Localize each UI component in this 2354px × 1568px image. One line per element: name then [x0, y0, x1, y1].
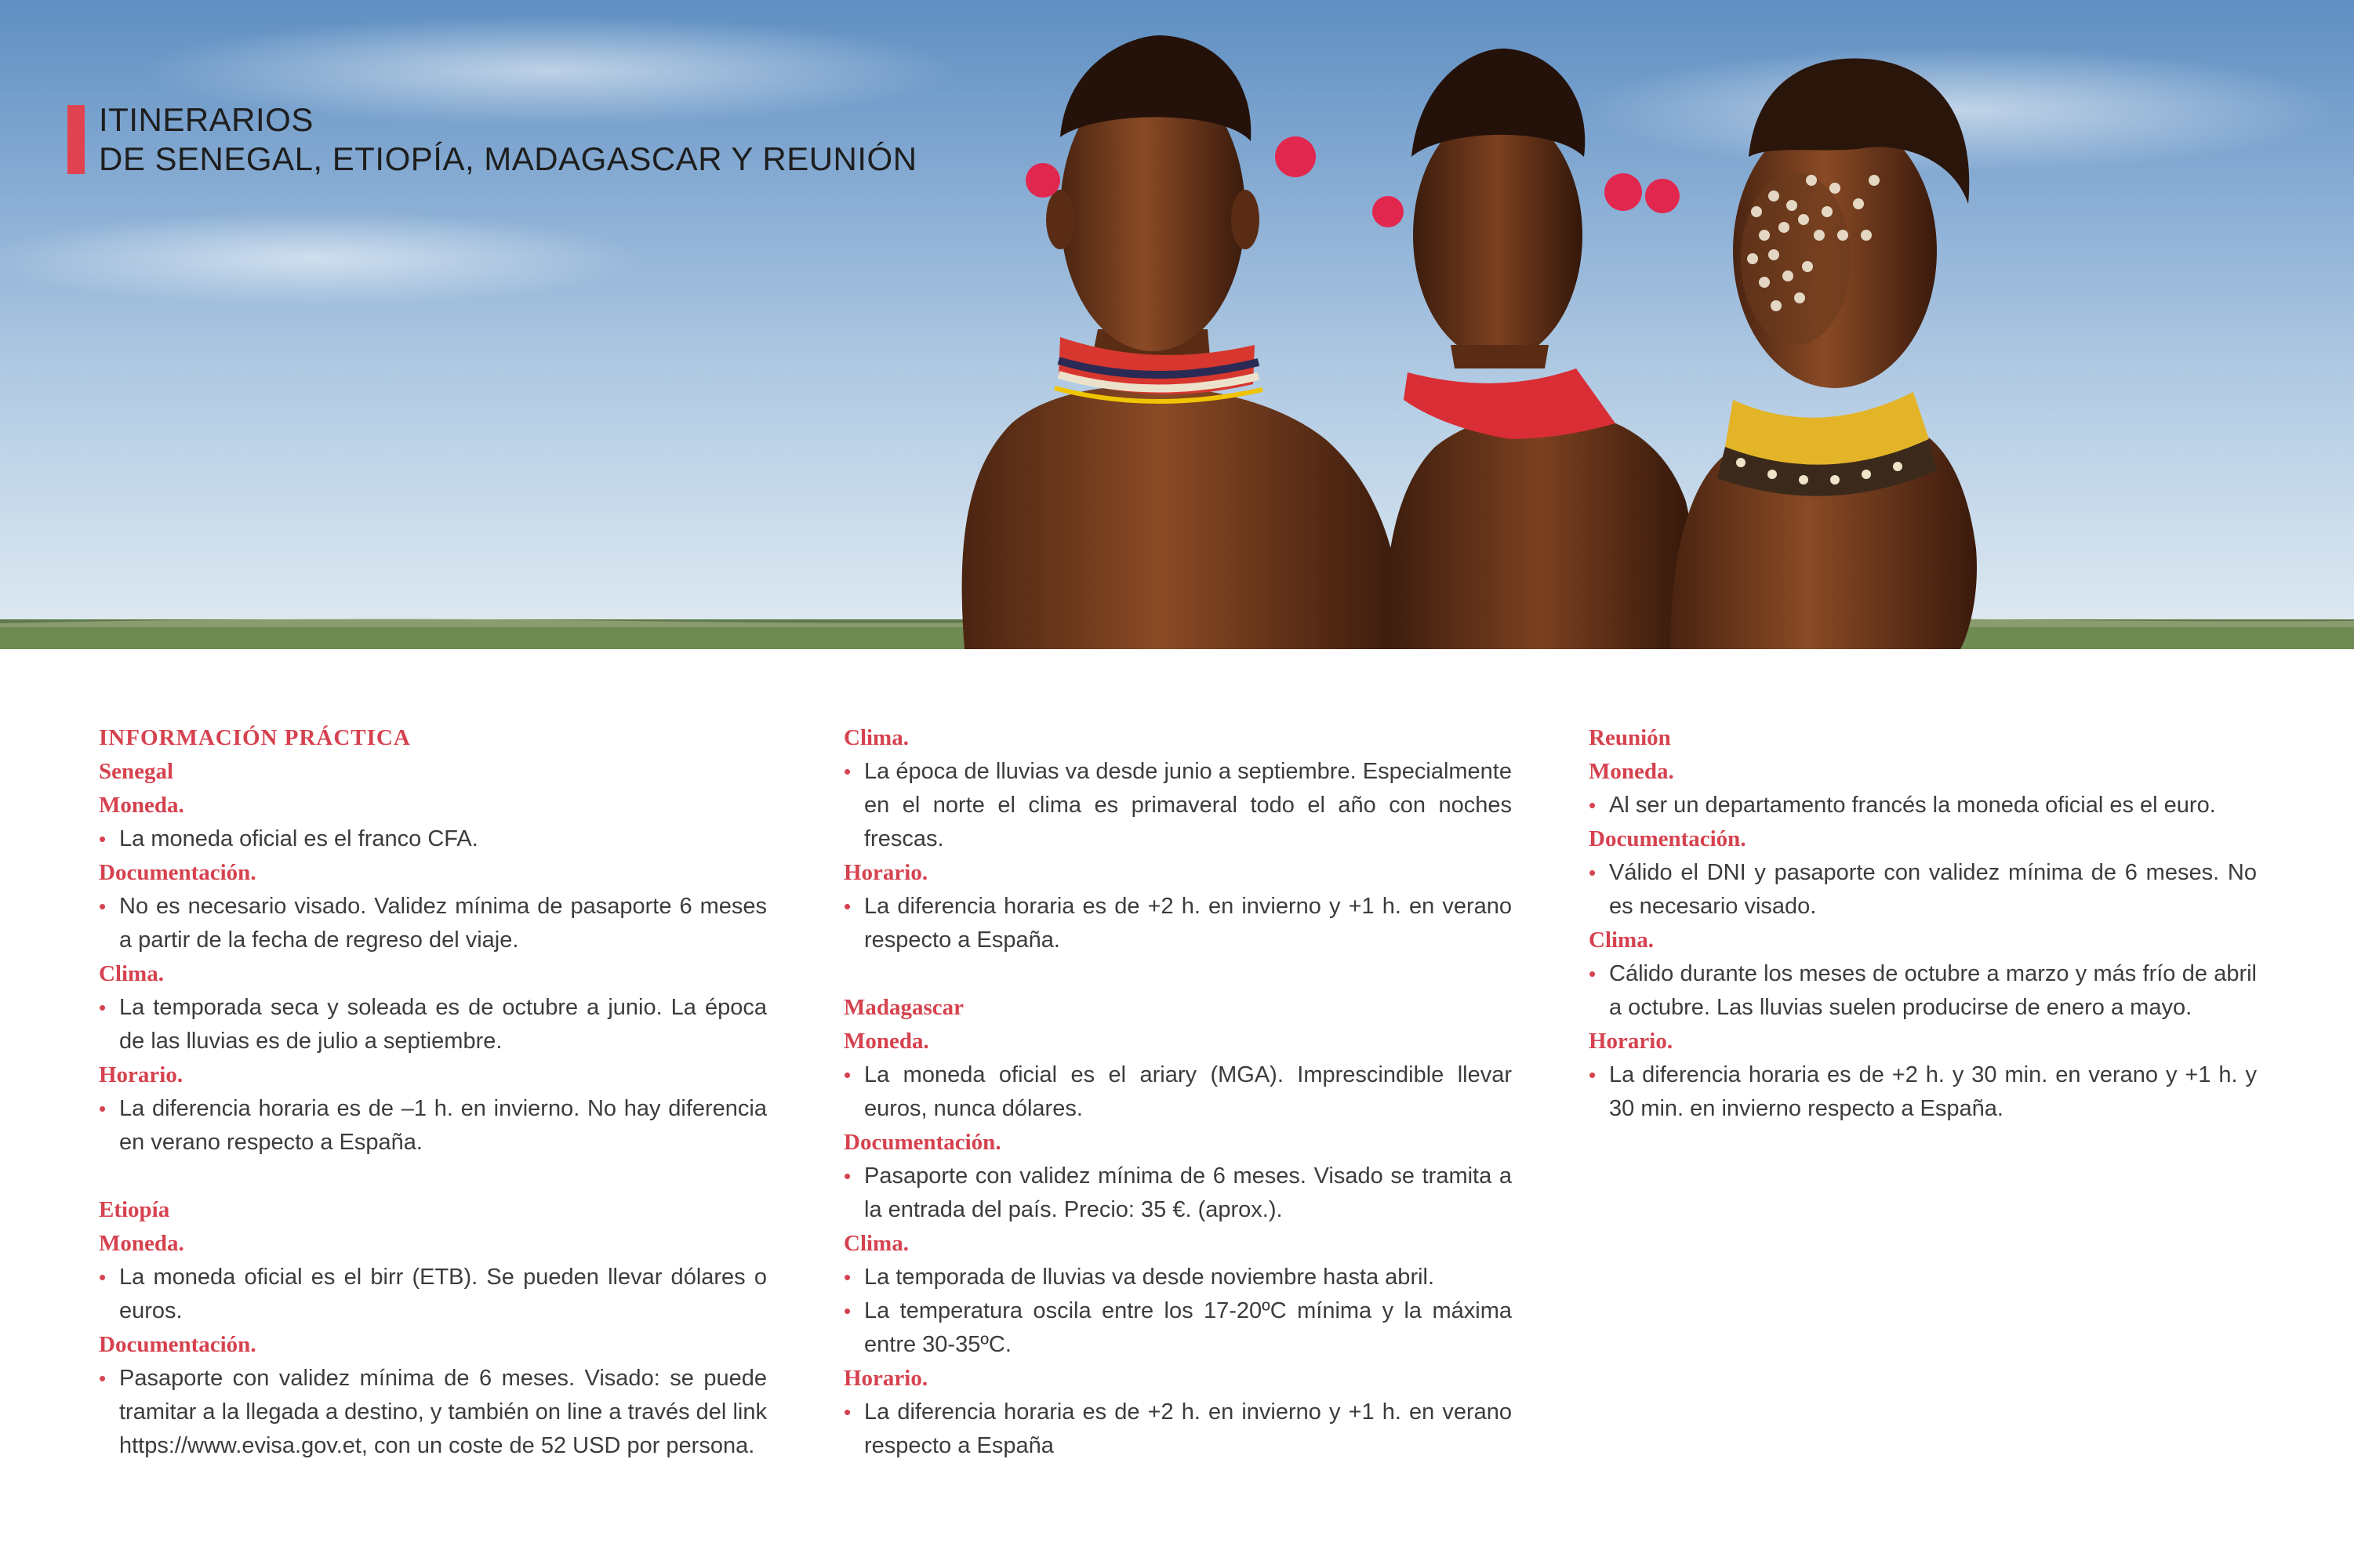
bullet-icon: •: [844, 1400, 852, 1424]
subheading-documentacion: Documentación.: [99, 860, 256, 885]
info-heading: INFORMACIÓN PRÁCTICA: [99, 725, 411, 750]
item-text: La diferencia horaria es de +2 h. en invierno y +1 h. en verano respecto a España: [864, 1399, 1512, 1458]
bullet-icon: •: [99, 996, 107, 1019]
list-item: [1589, 1058, 2257, 1126]
bullet-icon: •: [844, 1299, 852, 1323]
item-text: Pasaporte con validez mínima de 6 meses. Visado se tramita a la entrada del país. Precio: 35 €. (aprox.).: [864, 1163, 1512, 1222]
subheading-clima: Clima.: [844, 1231, 909, 1256]
subheading-horario: Horario.: [844, 860, 928, 885]
column-3: [1589, 721, 2257, 1126]
bullet-icon: •: [844, 1265, 852, 1289]
list-item: [844, 1294, 1512, 1362]
list-item: [1589, 856, 2257, 924]
title-line-2: DE SENEGAL, ETIOPÍA, MADAGASCAR Y REUNIÓN: [99, 140, 917, 177]
list-item: [844, 1396, 1512, 1463]
item-text: Cálido durante los meses de octubre a marzo y más frío de abril a octubre. Las lluvias suelen producirse de enero a mayo.: [1609, 961, 2257, 1020]
bullet-icon: •: [99, 1097, 107, 1120]
subheading-clima: Clima.: [99, 961, 164, 986]
item-text: La diferencia horaria es de +2 h. y 30 min. en verano y +1 h. y 30 min. en invierno respecto a España.: [1609, 1062, 2257, 1121]
bullet-icon: •: [844, 1063, 852, 1087]
title-accent-bar: [67, 105, 85, 174]
item-text: No es necesario visado. Validez mínima de pasaporte 6 meses a partir de la fecha de regreso del viaje.: [119, 894, 767, 953]
column-2: [844, 721, 1512, 1463]
item-text: Al ser un departamento francés la moneda oficial es el euro.: [1609, 793, 2216, 818]
item-text: Válido el DNI y pasaporte con validez mínima de 6 meses. No es necesario visado.: [1609, 860, 2257, 919]
list-item: [1589, 957, 2257, 1025]
bullet-icon: •: [1589, 1063, 1597, 1087]
hero-photo: [0, 0, 2354, 649]
item-text: La temperatura oscila entre los 17-20ºC mínima y la máxima entre 30-35ºC.: [864, 1298, 1512, 1357]
subheading-horario: Horario.: [99, 1062, 183, 1087]
bullet-icon: •: [1589, 861, 1597, 884]
country-heading-reunion: Reunión: [1589, 725, 1671, 750]
item-text: La moneda oficial es el franco CFA.: [119, 826, 478, 851]
subheading-horario: Horario.: [1589, 1029, 1673, 1054]
title-line-1: ITINERARIOS: [99, 101, 314, 138]
subheading-moneda: Moneda.: [99, 1231, 184, 1256]
subheading-documentacion: Documentación.: [1589, 826, 1746, 851]
item-text: La época de lluvias va desde junio a septiembre. Especialmente en el norte el clima es primaveral todo el año con noches frescas.: [864, 759, 1512, 851]
country-heading-madagascar: Madagascar: [844, 995, 964, 1020]
subheading-clima: Clima.: [844, 725, 909, 750]
item-text: Pasaporte con validez mínima de 6 meses. Visado: se puede tramitar a la llegada a destino, y también on line a través del link https://www.evisa.gov.et, con un coste de 52 USD por persona.: [119, 1366, 767, 1458]
list-item: [844, 1058, 1512, 1126]
country-heading-etiopia: Etiopía: [99, 1197, 170, 1222]
subheading-clima: Clima.: [1589, 927, 1654, 953]
list-item: [844, 890, 1512, 957]
bullet-icon: •: [99, 1265, 107, 1289]
bullet-icon: •: [99, 895, 107, 918]
list-item: [99, 1261, 767, 1328]
item-text: La temporada de lluvias va desde noviembre hasta abril.: [864, 1265, 1435, 1290]
subheading-moneda: Moneda.: [844, 1029, 929, 1054]
country-heading-senegal: Senegal: [99, 759, 174, 784]
bullet-icon: •: [1589, 793, 1597, 817]
children-photo-illustration: [0, 0, 2354, 649]
list-item: [844, 1160, 1512, 1227]
bullet-icon: •: [844, 760, 852, 783]
subheading-documentacion: Documentación.: [99, 1332, 256, 1357]
bullet-icon: •: [99, 1367, 107, 1390]
item-text: La diferencia horaria es de –1 h. en invierno. No hay diferencia en verano respecto a España.: [119, 1096, 767, 1155]
subheading-horario: Horario.: [844, 1366, 928, 1391]
column-1: [99, 721, 767, 1463]
bullet-icon: •: [1589, 962, 1597, 985]
list-item: [99, 991, 767, 1058]
item-text: La moneda oficial es el birr (ETB). Se pueden llevar dólares o euros.: [119, 1265, 767, 1323]
list-item: [99, 1092, 767, 1160]
bullet-icon: •: [844, 1164, 852, 1188]
list-item: [99, 890, 767, 957]
section-gap: [99, 1160, 767, 1193]
subheading-moneda: Moneda.: [1589, 759, 1674, 784]
subheading-documentacion: Documentación.: [844, 1130, 1001, 1155]
list-item: [99, 1362, 767, 1463]
bullet-icon: •: [99, 827, 107, 851]
bullet-icon: •: [844, 895, 852, 918]
list-item: [844, 755, 1512, 856]
subheading-moneda: Moneda.: [99, 793, 184, 818]
list-item: [844, 1261, 1512, 1294]
list-item: [99, 822, 767, 856]
item-text: La moneda oficial es el ariary (MGA). Imprescindible llevar euros, nunca dólares.: [864, 1062, 1512, 1121]
list-item: [1589, 789, 2257, 822]
item-text: La temporada seca y soleada es de octubre a junio. La época de las lluvias es de julio a septiembre.: [119, 995, 767, 1054]
section-gap: [844, 957, 1512, 991]
item-text: La diferencia horaria es de +2 h. en invierno y +1 h. en verano respecto a España.: [864, 894, 1512, 953]
